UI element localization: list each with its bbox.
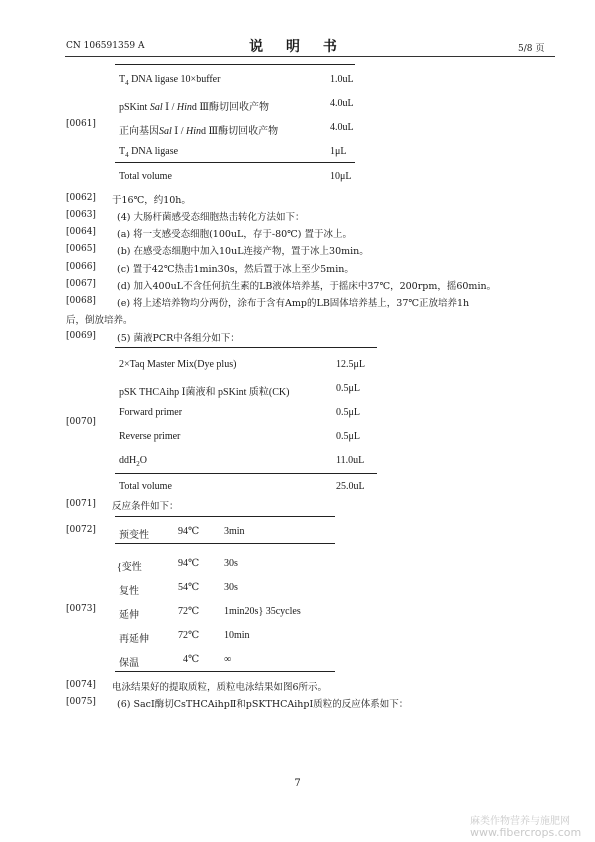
paragraph-number: [0071]	[66, 499, 96, 509]
page-number: 7	[294, 778, 301, 789]
header-divider	[65, 56, 555, 57]
table-cell-name: $T_4$ DNA ligase 10×buffer	[119, 74, 221, 87]
table-cell-temp: 4℃	[183, 654, 200, 665]
table-cell-time: 3min	[224, 526, 245, 537]
table-cell-value: 0.5μL	[336, 431, 360, 442]
paragraph-number: [0065]	[66, 244, 96, 254]
table-rule	[115, 671, 335, 672]
table-cell-value: 1.0uL	[330, 74, 354, 85]
table-cell-name: Reverse primer	[119, 431, 181, 442]
paragraph-text: (6) SacⅠ酶切CsTHCAihpⅡ和pSKTHCAihpⅠ质粒的反应体系如下：	[117, 699, 409, 710]
watermark-url: www.fibercrops.com	[470, 826, 582, 839]
table-rule	[115, 162, 355, 163]
paragraph-text: (4) 大肠杆菌感受态细胞热击转化方法如下：	[117, 212, 305, 223]
table-cell-value: 25.0uL	[336, 481, 365, 492]
table-cell-step: 复性	[119, 586, 139, 597]
watermark-text: 麻类作物营养与施肥网	[470, 816, 570, 827]
paragraph-text: (5) 菌液PCR中各组分如下：	[117, 333, 240, 344]
paragraph-text: 电泳结果好的提取质粒，质粒电泳结果如图6所示。	[112, 682, 328, 693]
table-cell-value: 11.0uL	[336, 455, 365, 466]
paragraph-number: [0074]	[66, 680, 96, 690]
table-cell-step: 预变性	[119, 530, 149, 541]
table-cell-name: Forward primer	[119, 407, 183, 418]
paragraph-number: [0075]	[66, 697, 96, 707]
patent-number: CN 106591359 A	[66, 41, 145, 51]
paragraph-number: [0072]	[66, 525, 96, 535]
table-cell-name: pSK THCAihp Ⅰ菌液和 pSKint 质粒(CK)	[119, 387, 290, 398]
table-cell-value: 10μL	[330, 171, 352, 182]
table-cell-value: 1μL	[330, 146, 347, 157]
table-cell-value: 0.5μL	[336, 407, 360, 418]
paragraph-number: [0068]	[66, 296, 96, 306]
paragraph-number: [0069]	[66, 331, 96, 341]
table-cell-name: 正向基因Sal Ⅰ / Hind Ⅲ酶切回收产物	[119, 126, 279, 137]
paragraph-number: [0061]	[66, 119, 96, 129]
table-cell-temp: 54℃	[178, 582, 200, 593]
table-cell-time: 10min	[224, 630, 250, 641]
table-rule	[115, 347, 377, 348]
table-cell-value: 12.5μL	[336, 359, 365, 370]
table-cell-name: Total volume	[119, 171, 172, 182]
paragraph-text: (a) 将一支感受态细胞(100uL，存于-80℃) 置于冰上。	[117, 229, 353, 240]
paragraph-text: 于16℃，约10h。	[112, 195, 191, 206]
table-cell-temp: 94℃	[178, 526, 200, 537]
paragraph-number: [0064]	[66, 227, 96, 237]
paragraph-number: [0066]	[66, 262, 96, 272]
table-cell-step: {变性	[117, 562, 142, 573]
table-cell-temp: 94℃	[178, 558, 200, 569]
table-rule	[115, 473, 377, 474]
paragraph-number: [0067]	[66, 279, 96, 289]
table-cell-step: 再延伸	[119, 634, 149, 645]
table-cell-time: 1min20s} 35cycles	[224, 606, 301, 617]
paragraph-number: [0063]	[66, 210, 96, 220]
paragraph-number: [0073]	[66, 604, 96, 614]
paragraph-continuation: 后，倒放培养。	[66, 315, 133, 326]
table-cell-name: Total volume	[119, 481, 172, 492]
document-title: 说 明 书	[249, 39, 346, 55]
table-cell-name: pSKint Sal Ⅰ / Hind Ⅲ酶切回收产物	[119, 102, 270, 113]
table-cell-name: $T_4$ DNA ligase	[119, 146, 179, 159]
table-rule	[115, 516, 335, 517]
table-cell-temp: 72℃	[178, 606, 200, 617]
table-cell-time: 30s	[224, 582, 238, 593]
table-cell-name: 2×Taq Master Mix(Dye plus)	[119, 359, 237, 370]
page-of-label: 5/8 页	[518, 44, 545, 54]
table-cell-step: 延伸	[119, 610, 139, 621]
paragraph-text: (c) 置于42℃热击1min30s，然后置于冰上至少5min。	[117, 264, 354, 275]
paragraph-text: (d) 加入400uL不含任何抗生素的LB液体培养基，于摇床中37℃，200rpm，摇60min。	[117, 281, 497, 292]
table-cell-value: 4.0uL	[330, 98, 354, 109]
paragraph-number: [0062]	[66, 193, 96, 203]
table-rule	[115, 543, 335, 544]
table-cell-time: 30s	[224, 558, 238, 569]
table-cell-value: 4.0uL	[330, 122, 354, 133]
table-rule	[115, 64, 355, 65]
table-cell-value: 0.5μL	[336, 383, 360, 394]
paragraph-text: 反应条件如下：	[112, 501, 179, 512]
table-cell-name: ddH$_2$O	[119, 455, 147, 468]
paragraph-number: [0070]	[66, 417, 96, 427]
table-cell-step: 保温	[119, 658, 139, 669]
table-cell-time: ∞	[224, 654, 232, 665]
paragraph-text: (e) 将上述培养物均分两份，涂布于含有Amp的LB固体培养基上，37℃正放培养1h	[117, 298, 470, 309]
paragraph-text: (b) 在感受态细胞中加入10uL连接产物，置于冰上30min。	[117, 246, 369, 257]
table-cell-temp: 72℃	[178, 630, 200, 641]
